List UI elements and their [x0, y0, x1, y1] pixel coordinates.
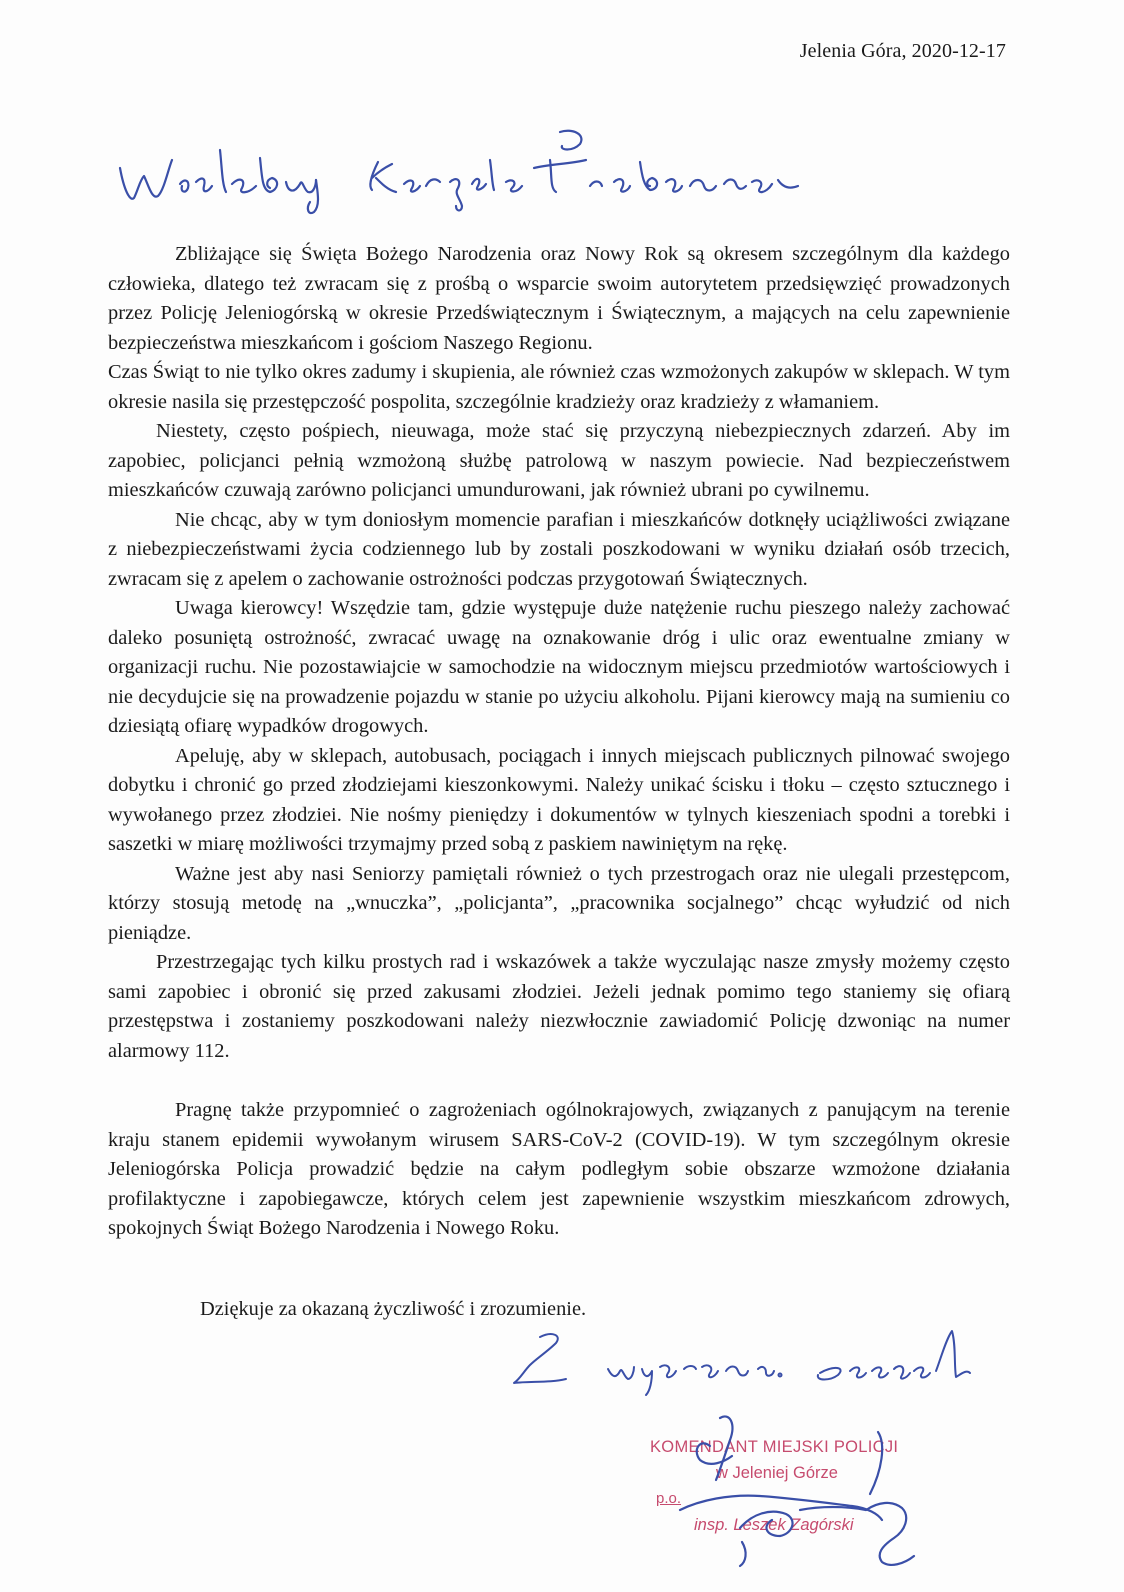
handwritten-salutation — [110, 120, 830, 230]
official-stamp — [620, 1410, 950, 1570]
paragraph: Pragnę także przypomnieć o zagrożeniach ogólnokrajowych, związanych z panującym na terenie kraju stanem epidemii wywołanym wirusem SARS-CoV-2 (COVID-19). W tym szczególnym okresie Jeleniogórska Policja prowadzić będzie na całym podległym sobie obszarze wzmożone działania profilaktyczne i zapobiegawcze, których celem jest zapewnienie wszystkim mieszkańcom zdrowych, spokojnych Świąt Bożego Narodzenia i Nowego Roku. — [108, 1099, 1010, 1239]
paragraph: Niestety, często pośpiech, nieuwaga, może stać się przyczyną niebezpiecznych zdarzeń. Aby im zapobiec, policjanci pełnią wzmożoną służbę patrolową w naszym powiecie. Nad bezpieczeństwem mieszkańców czuwają zarówno policjanci umundurowani, jak również ubrani po cywilnemu. — [108, 420, 1010, 501]
letter-body — [108, 240, 1010, 1244]
stamp-po: p.o. — [656, 1490, 682, 1507]
paragraph: Ważne jest aby nasi Seniorzy pamiętali również o tych przestrogach oraz nie ulegali przestępcom, którzy stosują metodę na „wnuczka”, „policjanta”, „pracownika socjalnego” chcąc wyłudzić od nich pieniądze. — [108, 862, 1010, 944]
paragraph: Czas Świąt to nie tylko okres zadumy i skupienia, ale również czas wzmożonych zakupów w sklepach. W tym okresie nasila się przestępczość pospolita, szczególnie kradzieży oraz kradzieży z włamaniem. — [108, 361, 1010, 413]
signature — [620, 1410, 950, 1570]
paragraph: Zbliżające się Święta Bożego Narodzenia oraz Nowy Rok są okresem szczególnym dla każdego człowieka, dlatego też zwracam się z prośbą o wsparcie swoim autorytetem przedsięwzięć prowadzonych przez Policję Jeleniogórską w okresie Przedświątecznym i Świątecznym, a mających na celu zapewnienie bezpieczeństwa mieszkańcom i gościom Naszego Regionu. — [108, 243, 1010, 354]
paragraph: Uwaga kierowcy! Wszędzie tam, gdzie występuje duże natężenie ruchu pieszego należy zachować daleko posuniętą ostrożność, zwracać uwagę na oznakowanie dróg i ulic oraz ewentualne zmiany w organizacji ruchu. Nie pozostawiajcie w samochodzie na widocznym miejscu przedmiotów wartościowych i nie decydujcie się na prowadzenie pojazdu w stanie po użyciu alkoholu. Pijani kierowcy mają na sumieniu co dziesiątą ofiarę wypadków drogowych. — [108, 597, 1010, 737]
paragraph: Przestrzegając tych kilku prostych rad i wskazówek a także wyczulając nasze zmysły możemy często sami zapobiec i obronić się przed zakusami złodziei. Jeżeli jednak pomimo tego staniemy się ofiarą przestępstwa i zostaniemy poszkodowani należy niezwłocznie zawiadomić Policję dzwoniąc na numer alarmowy 112. — [108, 951, 1010, 1062]
stamp-name: insp. Leszek Zagórski — [694, 1516, 854, 1534]
paragraph: Nie chcąc, aby w tym doniosłym momencie parafian i mieszkańców dotknęły uciążliwości związane z niebezpieczeństwami życia codziennego lub by zostali poszkodowani w wyniku działań osób trzecich, zwracam się z apelem o zachowanie ostrożności podczas przygotowań Świątecznych. — [108, 508, 1010, 590]
handwritten-greeting — [500, 1325, 1000, 1405]
letter-date: Jelenia Góra, 2020-12-17 — [799, 40, 1006, 62]
stamp-city: w Jeleniej Górze — [716, 1464, 838, 1482]
closing-line: Dziękuje za okazaną życzliwość i zrozumienie. — [200, 1298, 587, 1320]
paragraph: Apeluję, aby w sklepach, autobusach, pociągach i innych miejscach publicznych pilnować swojego dobytku i chronić go przed złodziejami kieszonkowymi. Należy unikać ścisku i tłoku – często sztucznego i wywołanego przez złodziei. Nie nośmy pieniędzy i dokumentów w tylnych kieszeniach spodni a torebki i saszetki w miarę możliwości trzymajmy przed sobą z paskiem nawiniętym na rękę. — [108, 744, 1010, 855]
stamp-title: KOMENDANT MIEJSKI POLICJI — [650, 1438, 899, 1456]
